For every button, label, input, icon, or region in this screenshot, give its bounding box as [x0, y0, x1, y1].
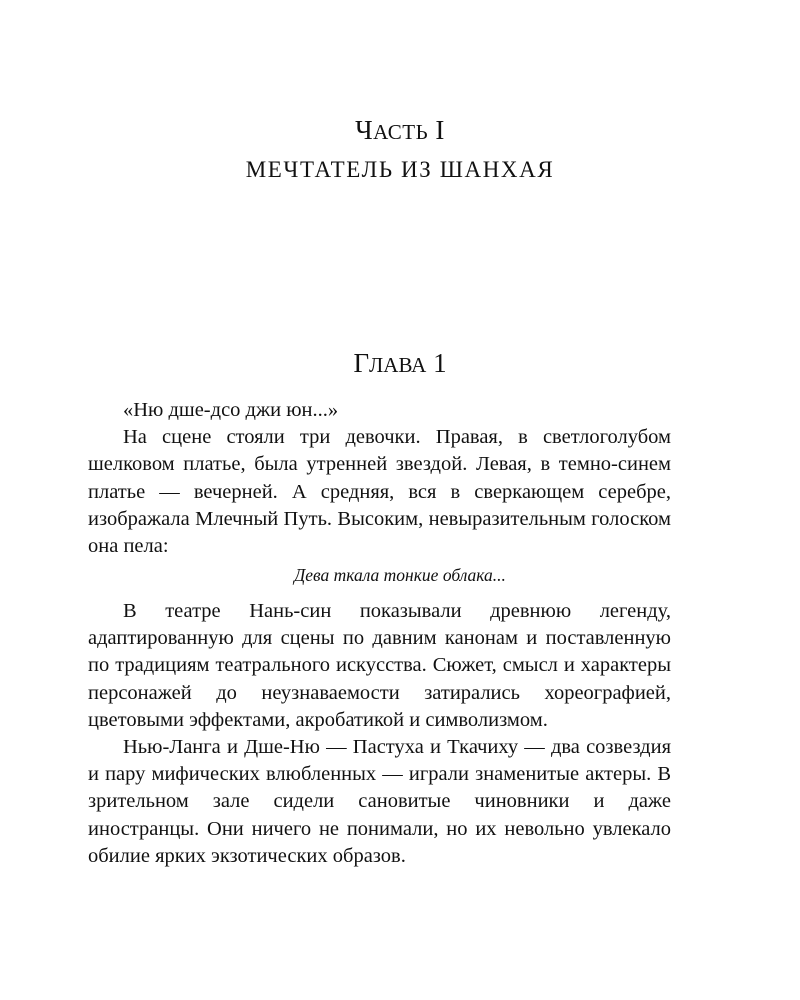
paragraph: На сцене стояли три девочки. Правая, в светлоголубом шелковом платье, была утренней звездой. Левая, в темно-синем платье — вечерней. А средняя, вся в сверкающем серебре, изображала Млечный Путь. Высоким, невыразительным голоском она пела:	[88, 426, 671, 558]
part-title-rest: АСТЬ	[373, 120, 429, 144]
song-line: Дева ткала тонкие облака...	[294, 565, 506, 585]
body-text	[88, 598, 671, 870]
part-numeral: I	[435, 115, 445, 145]
paragraph: Нью-Ланга и Дше-Ню — Пастуха и Ткачиху — два созвездия и пару мифических влюбленных — играли знаменитые актеры. В зрительном зале сидели сановитые чиновники и даже иностранцы. Они ничего не понимали, но их невольно увлекало обилие ярких экзотических образов.	[88, 736, 671, 867]
chapter-title-rest: ЛАВА	[369, 353, 427, 377]
part-title	[0, 112, 800, 150]
part-subtitle: МЕЧТАТЕЛЬ ИЗ ШАНХАЯ	[245, 157, 555, 182]
chapter-number: 1	[433, 348, 447, 378]
paragraph: В театре Нань-син показывали древнюю легенду, адаптированную для сцены по давним канонам и поставленную по традициям театрального искусства. Сюжет, смысл и характеры персонажей до неузнаваемости затирались хореографией, цветовыми эффектами, акробатикой и символизмом.	[88, 600, 671, 731]
opening-text	[88, 397, 671, 560]
paragraph: «Ню дше-дсо джи юн...»	[123, 399, 339, 421]
part-title-initial: Ч	[355, 115, 374, 145]
chapter-title-initial: Г	[353, 348, 370, 378]
chapter-title	[0, 345, 800, 383]
